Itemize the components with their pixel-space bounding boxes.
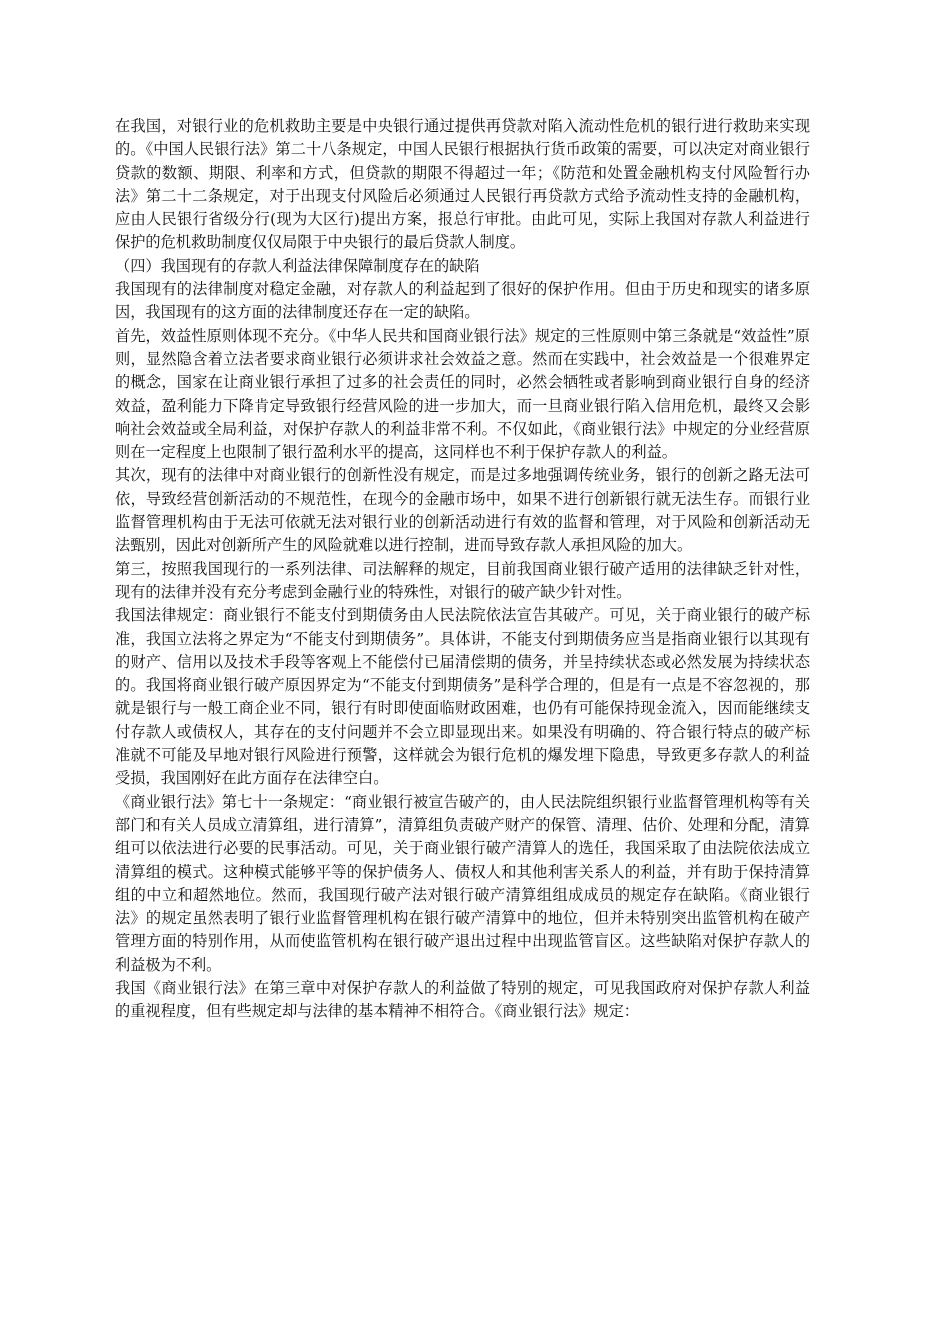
paragraph-bankruptcy-standard: 我国法律规定：商业银行不能支付到期债务由人民法院依法宣告其破产。可见，关于商业银行的破产标准，我国立法将之界定为“不能支付到期债务”。具体讲，不能支付到期债务应当是指商业银行以其现有的财产、信用以及技术手段等客观上不能偿付已届清偿期的债务，并呈持续状态或必然发展为持续状态的。我国将商业银行破产原因界定为“不能支付到期债务”是科学合理的，但是有一点是不容忽视的，那就是银行与一般工商企业不同，银行有时即使面临财政困难，也仍有可能保持现金流入，因而能继续支付存款人或债权人，其存在的支付问题并不会立即显现出来。如果没有明确的、符合银行特点的破产标准就不可能及早地对银行风险进行预警，这样就会为银行危机的爆发埋下隐患，导致更多存款人的利益受损，我国刚好在此方面存在法律空白。 [115, 606, 810, 788]
paragraph-liquidation-group: 《商业银行法》第七十一条规定：“商业银行被宣告破产的，由人民法院组织银行业监督管理机构等有关部门和有关人员成立清算组，进行清算”，清算组负责破产财产的保管、清理、估价、处理和分配，清算组可以依法进行必要的民事活动。可见，关于商业银行破产清算人的选任，我国采取了由法院依法成立清算组的模式。这种模式能够平等的保护债务人、债权人和其他利害关系人的利益，并有助于保持清算组的中立和超然地位。然而，我国现行破产法对银行破产清算组组成成员的规定存在缺陷。《商业银行法》的规定虽然表明了银行业监督管理机构在银行破产清算中的地位，但并未特别突出监管机构在破产管理方面的特别作用，从而使监管机构在银行破产退出过程中出现监管盲区。这些缺陷对保护存款人的利益极为不利。 [115, 792, 810, 974]
paragraph-first-defect: 首先，效益性原则体现不充分。《中华人民共和国商业银行法》规定的三性原则中第三条就是“效益性”原则，显然隐含着立法者要求商业银行必须讲求社会效益之意。然而在实践中，社会效益是一个很难界定的概念，国家在让商业银行承担了过多的社会责任的同时，必然会牺牲或者影响到商业银行自身的经济效益，盈利能力下降肯定导致银行经营风险的进一步加大，而一旦商业银行陷入信用危机，最终又会影响社会效益或全局利益，对保护存款人的利益非常不利。不仅如此，《商业银行法》中规定的分业经营原则在一定程度上也限制了银行盈利水平的提高，这同样也不利于保护存款人的利益。 [115, 326, 810, 462]
paragraph-second-defect: 其次，现有的法律中对商业银行的创新性没有规定，而是过多地强调传统业务，银行的创新之路无法可依，导致经营创新活动的不规范性，在现今的金融市场中，如果不进行创新银行就无法生存。而银行业监督管理机构由于无法可依就无法对银行业的创新活动进行有效的监督和管理，对于风险和创新活动无法甄别，因此对创新所产生的风险就难以进行控制，进而导致存款人承担风险的加大。 [115, 466, 810, 555]
paragraph-depositor-protection: 我国《商业银行法》在第三章中对保护存款人的利益做了特别的规定，可见我国政府对保护存款人利益的重视程度，但有些规定却与法律的基本精神不相符合。《商业银行法》规定： [115, 978, 810, 1021]
paragraph-crisis-rescue: 在我国，对银行业的危机救助主要是中央银行通过提供再贷款对陷入流动性危机的银行进行救助来实现的。《中国人民银行法》第二十八条规定，中国人民银行根据执行货币政策的需要，可以决定对商业银行贷款的数额、期限、利率和方式，但贷款的期限不得超过一年；《防范和处置金融机构支付风险暂行办法》第二十二条规定，对于出现支付风险后必须通过人民银行再贷款方式给予流动性支持的金融机构，应由人民银行省级分行(现为大区行)提出方案，报总行审批。由此可见，实际上我国对存款人利益进行保护的危机救助制度仅仅局限于中央银行的最后贷款人制度。 [115, 117, 810, 252]
paragraph-intro-defects: 我国现有的法律制度对稳定金融，对存款人的利益起到了很好的保护作用。但由于历史和现实的诸多原因，我国现有的这方面的法律制度还存在一定的缺陷。 [115, 280, 810, 322]
document-body [115, 115, 810, 1024]
paragraph-third-defect: 第三，按照我国现行的一系列法律、司法解释的规定，目前我国商业银行破产适用的法律缺乏针对性，现有的法律并没有充分考虑到金融行业的特殊性，对银行的破产缺少针对性。 [115, 559, 810, 601]
section-heading: （四）我国现有的存款人利益法律保障制度存在的缺陷 [115, 256, 480, 275]
